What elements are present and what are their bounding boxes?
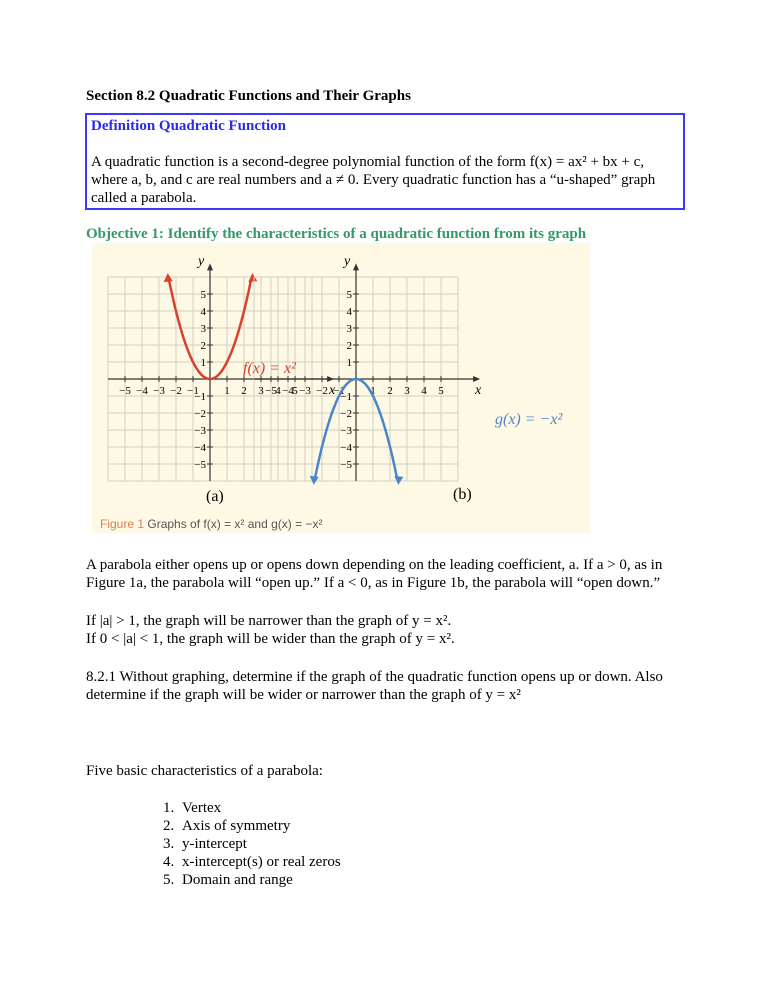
paragraph-line: If 0 < |a| < 1, the graph will be wider than the graph of y = x². xyxy=(86,631,455,647)
x-tick-label: 5 xyxy=(292,385,298,397)
x-tick-label: −1 xyxy=(187,385,199,397)
objective-heading: Objective 1: Identify the characteristics of a quadratic function from its graph xyxy=(86,226,587,242)
x-tick-label: 3 xyxy=(404,385,410,397)
figure-graphs xyxy=(92,243,590,533)
f-label: f(x) = x² xyxy=(243,360,296,377)
g-label: g(x) = −x² xyxy=(495,411,563,428)
x-tick-label: 1 xyxy=(224,385,230,397)
curve-arrow xyxy=(248,273,257,282)
x-tick-label: 2 xyxy=(241,385,247,397)
exercise-line: determine if the graph will be wider or narrower than the graph of y = x² xyxy=(86,687,521,703)
list-item-number: 1. xyxy=(163,800,175,816)
paragraph-line: Figure 1a, the parabola will “open up.” If a < 0, as in Figure 1b, the parabola will “open down.” xyxy=(86,575,661,591)
x-tick-label: −1 xyxy=(333,385,345,397)
y-tick-label: 2 xyxy=(200,340,206,352)
figure-caption-label: Figure 1 xyxy=(100,517,145,531)
y-tick-label: 1 xyxy=(200,357,206,369)
x-tick-label: −2 xyxy=(170,385,182,397)
x-tick-label: 5 xyxy=(438,385,444,397)
x-tick-label: −2 xyxy=(316,385,328,397)
list-item-number: 5. xyxy=(163,872,175,888)
exercise-line: 8.2.1 Without graphing, determine if the graph of the quadratic function opens up or down. Also xyxy=(86,669,663,685)
y-tick-label: −4 xyxy=(340,442,352,454)
x-tick-label: −5 xyxy=(119,385,131,397)
y-tick-label: 3 xyxy=(346,323,352,335)
y-axis-label: y xyxy=(344,254,351,270)
y-tick-label: −1 xyxy=(340,391,352,403)
y-tick-label: −3 xyxy=(340,425,352,437)
x-tick-label: −5 xyxy=(265,385,277,397)
y-tick-label: −5 xyxy=(194,459,206,471)
y-tick-label: 3 xyxy=(200,323,206,335)
graph-b-label: (b) xyxy=(453,486,472,503)
definition-line: A quadratic function is a second-degree polynomial function of the form f(x) = ax² + bx + c, xyxy=(91,154,645,170)
paragraph-line: A parabola either opens up or opens down depending on the leading coefficient, a. If a > 0, as in xyxy=(86,557,663,573)
y-tick-label: −3 xyxy=(194,425,206,437)
y-axis-label: y xyxy=(198,254,205,270)
definition-line: where a, b, and c are real numbers and a ≠ 0. Every quadratic function has a “u-shaped” graph xyxy=(91,172,656,188)
y-tick-label: 5 xyxy=(200,289,206,301)
x-tick-label: −4 xyxy=(136,385,148,397)
y-axis-arrow xyxy=(353,263,359,270)
list-item: x-intercept(s) or real zeros xyxy=(182,854,341,870)
y-tick-label: −5 xyxy=(340,459,352,471)
y-tick-label: −2 xyxy=(194,408,206,420)
list-item: Domain and range xyxy=(182,872,293,888)
section-title: Section 8.2 Quadratic Functions and Their Graphs xyxy=(86,88,411,104)
figure-caption-text: Graphs of f(x) = x² and g(x) = −x² xyxy=(147,517,323,531)
x-tick-label: 1 xyxy=(370,385,376,397)
list-item-number: 3. xyxy=(163,836,175,852)
x-axis-arrow xyxy=(473,376,480,382)
y-tick-label: 4 xyxy=(200,306,206,318)
y-tick-label: −2 xyxy=(340,408,352,420)
list-item-number: 2. xyxy=(163,818,175,834)
curve-arrow xyxy=(310,476,319,485)
list-item: Axis of symmetry xyxy=(182,818,291,834)
x-tick-label: 2 xyxy=(387,385,393,397)
x-tick-label: 4 xyxy=(275,385,281,397)
paragraph-line: If |a| > 1, the graph will be narrower than the graph of y = x². xyxy=(86,613,452,629)
definition-heading: Definition Quadratic Function xyxy=(91,118,287,134)
curve-arrow xyxy=(164,273,173,282)
y-tick-label: −4 xyxy=(194,442,206,454)
y-tick-label: 1 xyxy=(346,357,352,369)
curve-arrow xyxy=(394,476,403,485)
x-axis-label: x xyxy=(329,383,336,398)
x-tick-label: 3 xyxy=(258,385,264,397)
characteristics-heading: Five basic characteristics of a parabola: xyxy=(86,763,323,779)
x-axis-label: x xyxy=(475,383,482,398)
y-tick-label: 5 xyxy=(346,289,352,301)
x-tick-label: 4 xyxy=(421,385,427,397)
x-tick-label: −4 xyxy=(282,385,294,397)
list-item-number: 4. xyxy=(163,854,175,870)
y-tick-label: 4 xyxy=(346,306,352,318)
definition-line: called a parabola. xyxy=(91,190,197,206)
graph-a-label: (a) xyxy=(206,488,224,505)
y-axis-arrow xyxy=(207,263,213,270)
y-tick-label: 2 xyxy=(346,340,352,352)
x-tick-label: −3 xyxy=(299,385,311,397)
list-item: y-intercept xyxy=(182,836,247,852)
x-tick-label: −3 xyxy=(153,385,165,397)
figure-1 xyxy=(92,243,590,533)
y-tick-label: −1 xyxy=(194,391,206,403)
list-item: Vertex xyxy=(182,800,222,816)
